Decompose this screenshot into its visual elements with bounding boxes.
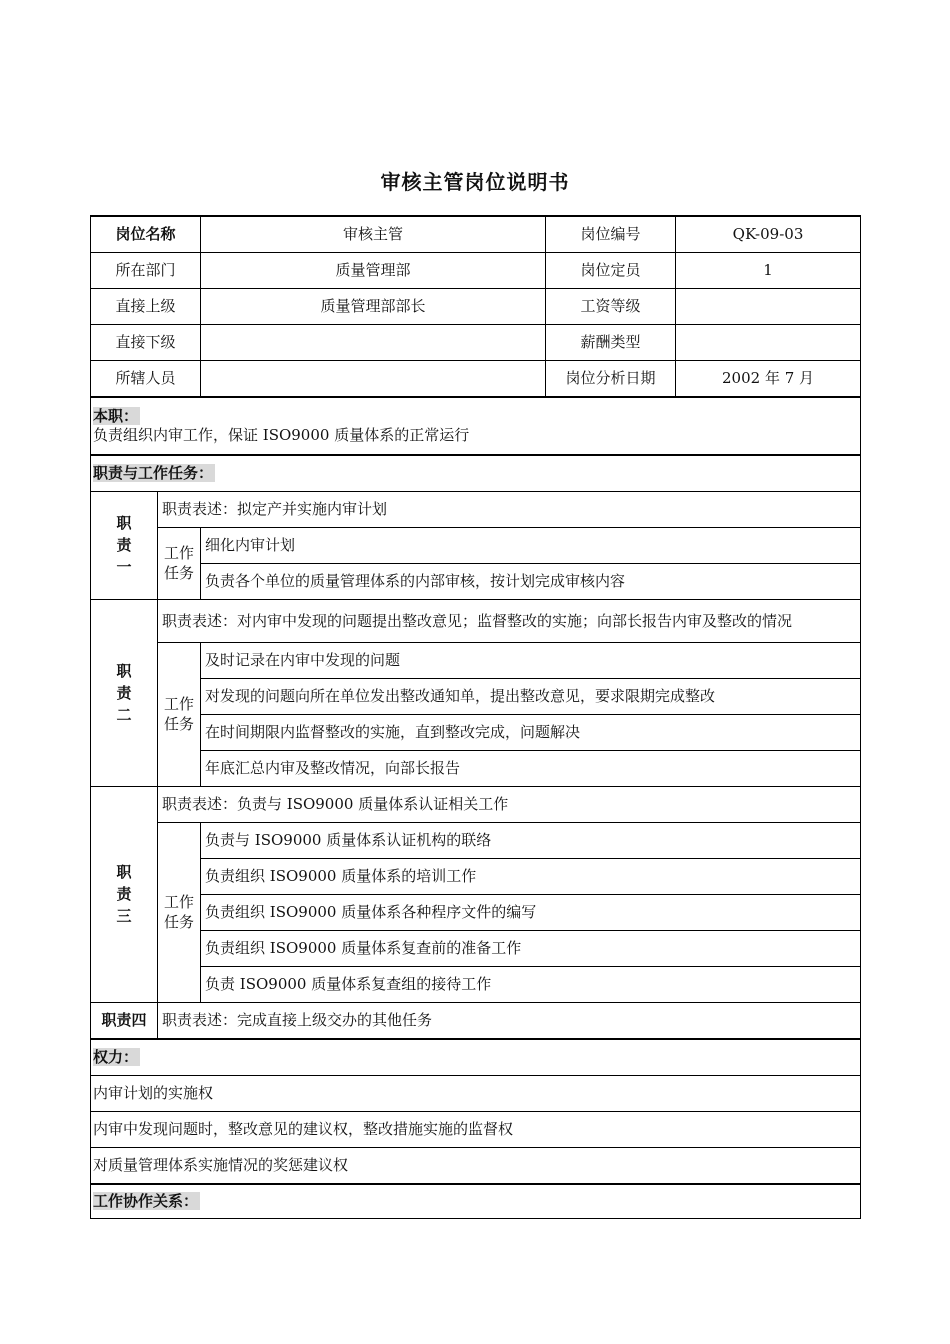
task-item: 负责组织 ISO9000 质量体系复查前的准备工作	[201, 930, 861, 966]
summary-heading: 本职：	[93, 407, 139, 425]
header-label: 直接上级	[91, 288, 201, 324]
header-label: 所辖人员	[91, 360, 201, 397]
header-value: QK-09-03	[676, 216, 861, 252]
duty-statement: 职责表述：负责与 ISO9000 质量体系认证相关工作	[158, 786, 861, 822]
header-value	[201, 360, 546, 397]
authority-item: 内审中发现问题时，整改意见的建议权，整改措施实施的监督权	[91, 1111, 861, 1147]
task-item: 年底汇总内审及整改情况，向部长报告	[201, 750, 861, 786]
task-item: 负责各个单位的质量管理体系的内部审核，按计划完成审核内容	[201, 563, 861, 599]
authority-section-heading	[91, 1039, 861, 1075]
header-value: 2002 年 7 月	[676, 360, 861, 397]
duty-3-label: 职 责 三	[91, 786, 158, 1002]
summary-text: 负责组织内审工作，保证 ISO9000 质量体系的正常运行	[93, 426, 470, 444]
header-value	[201, 324, 546, 360]
work-task-label: 工作 任务	[158, 642, 201, 786]
duties-section-heading	[91, 455, 861, 491]
header-value: 质量管理部	[201, 252, 546, 288]
header-label: 岗位编号	[546, 216, 676, 252]
header-label: 所在部门	[91, 252, 201, 288]
duties-heading: 职责与工作任务：	[93, 463, 214, 482]
authority-heading: 权力：	[93, 1047, 139, 1066]
authority-item: 对质量管理体系实施情况的奖惩建议权	[91, 1147, 861, 1184]
duty-1-label: 职 责 一	[91, 491, 158, 599]
header-label: 岗位名称	[91, 216, 201, 252]
task-item: 负责组织 ISO9000 质量体系的培训工作	[201, 858, 861, 894]
header-label: 岗位定员	[546, 252, 676, 288]
header-label: 薪酬类型	[546, 324, 676, 360]
header-label: 岗位分析日期	[546, 360, 676, 397]
summary-section	[91, 397, 861, 455]
collab-heading: 工作协作关系：	[93, 1191, 199, 1210]
header-value	[676, 324, 861, 360]
task-item: 细化内审计划	[201, 527, 861, 563]
duty-4-label: 职责四	[91, 1002, 158, 1039]
duty-statement: 职责表述：对内审中发现的问题提出整改意见；监督整改的实施；向部长报告内审及整改的情况	[158, 599, 861, 642]
task-item: 在时间期限内监督整改的实施，直到整改完成，问题解决	[201, 714, 861, 750]
duty-2-label: 职 责 二	[91, 599, 158, 786]
work-task-label: 工作 任务	[158, 822, 201, 1002]
work-task-label: 工作 任务	[158, 527, 201, 599]
task-item: 负责与 ISO9000 质量体系认证机构的联络	[201, 822, 861, 858]
authority-item: 内审计划的实施权	[91, 1075, 861, 1111]
header-value	[676, 288, 861, 324]
task-item: 对发现的问题向所在单位发出整改通知单，提出整改意见，要求限期完成整改	[201, 678, 861, 714]
duty-statement: 职责表述：完成直接上级交办的其他任务	[158, 1002, 861, 1039]
header-label: 工资等级	[546, 288, 676, 324]
header-label: 直接下级	[91, 324, 201, 360]
task-item: 负责 ISO9000 质量体系复查组的接待工作	[201, 966, 861, 1002]
page-title: 审核主管岗位说明书	[380, 170, 570, 194]
collab-section-heading	[91, 1184, 861, 1218]
duty-statement: 职责表述：拟定产并实施内审计划	[158, 491, 861, 527]
task-item: 负责组织 ISO9000 质量体系各种程序文件的编写	[201, 894, 861, 930]
job-description-table	[90, 215, 861, 1219]
header-value: 质量管理部部长	[201, 288, 546, 324]
header-value: 1	[676, 252, 861, 288]
header-value: 审核主管	[201, 216, 546, 252]
task-item: 及时记录在内审中发现的问题	[201, 642, 861, 678]
